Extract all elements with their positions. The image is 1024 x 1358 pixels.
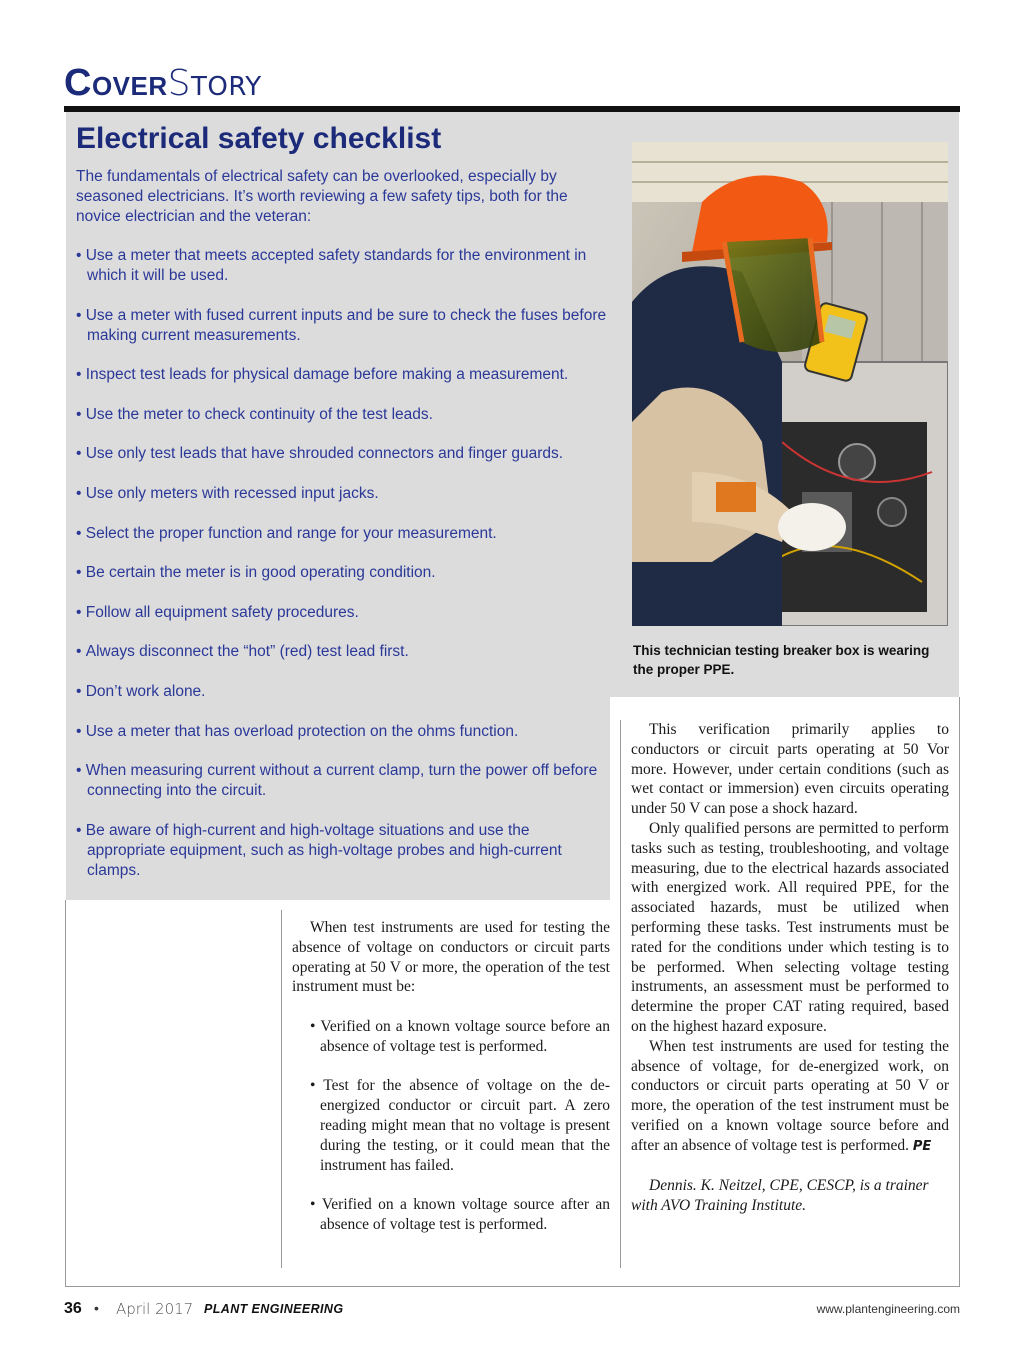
section-header: [64, 62, 262, 104]
checklist-item: • Use the meter to check continuity of the test leads.: [76, 405, 610, 425]
middle-bullets: [292, 1017, 610, 1235]
author-bio: Dennis. K. Neitzel, CPE, CESCP, is a trainer with AVO Training Institute.: [631, 1177, 929, 1215]
footer-separator: •: [94, 1300, 99, 1316]
checklist-item: • Be certain the meter is in good operating condition.: [76, 563, 610, 583]
cover-rest: OVER: [91, 71, 168, 101]
column-divider-right: [620, 720, 621, 1268]
magazine-name: PLANT ENGINEERING: [204, 1302, 344, 1316]
right-paragraph-3: [631, 1037, 949, 1157]
checklist-item: • Always disconnect the “hot” (red) test lead first.: [76, 642, 610, 662]
technician-illustration: [632, 142, 948, 626]
photo-caption: This technician testing breaker box is wearing the proper PPE.: [633, 643, 930, 677]
frame-line-left: [65, 900, 66, 1287]
checklist: [76, 246, 610, 900]
checklist-item: • Inspect test leads for physical damage before making a measurement.: [76, 365, 610, 385]
cover-initial: C: [64, 62, 92, 104]
right-paragraph-3-text: When test instruments are used for testing the absence of voltage, for de-energized work, on conductors or circuit parts operating at 50 V or more, the operation of the test instrument must be verified on a known voltage source before and after an absence of voltage test is performed.: [631, 1037, 949, 1154]
frame-line-bottom: [65, 1286, 960, 1287]
checklist-item: • Use a meter with fused current inputs and be sure to check the fuses before making current measurements.: [76, 306, 610, 346]
story-rest: TORY: [191, 72, 262, 102]
middle-bullet-item: • Test for the absence of voltage on the de-energized conductor or circuit part. A zero reading might mean that no voltage is present during the testing, or it could mean that the instrument has failed.: [292, 1076, 610, 1175]
middle-column: [292, 918, 610, 1255]
website-link[interactable]: www.plantengineering.com: [816, 1302, 960, 1316]
checklist-item: • Use a meter that meets accepted safety standards for the environment in which it will be used.: [76, 246, 610, 286]
checklist-item: • Select the proper function and range for your measurement.: [76, 524, 610, 544]
middle-bullet-item: • Verified on a known voltage source before an absence of voltage test is performed.: [292, 1017, 610, 1057]
middle-intro: When test instruments are used for testing the absence of voltage on conductors or circuit parts operating at 50 V or more, the operation of the test instrument must be:: [292, 919, 610, 996]
sidebar-intro: The fundamentals of electrical safety can be overlooked, especially by seasoned electricians. It’s worth reviewing a few safety tips, both for the novice electrician and the veteran:: [76, 168, 568, 225]
page-number: 36: [64, 1300, 82, 1317]
right-paragraph-1: This verification primarily applies to conductors or circuit parts operating at 50 Vor more. However, under certain conditions (such as wet contact or immersion) even circuits operating under 50 V can pose a shock hazard.: [631, 721, 949, 818]
technician-photo: [632, 142, 948, 626]
section-label-cover: [64, 62, 168, 104]
checklist-item: • Don’t work alone.: [76, 682, 610, 702]
pe-end-mark-icon: PE: [912, 1138, 932, 1154]
issue-date: April 2017: [116, 1300, 194, 1318]
column-divider-middle: [281, 910, 282, 1268]
checklist-item: • Use only test leads that have shrouded connectors and finger guards.: [76, 444, 610, 464]
page-footer: [64, 1300, 960, 1322]
middle-bullet-item: • Verified on a known voltage source after an absence of voltage test is performed.: [292, 1195, 610, 1235]
right-paragraph-2: Only qualified persons are permitted to perform tasks such as testing, troubleshooting, and voltage measuring, due to the electrical hazards associated with energized work. All required PPE, for the associated hazards, must be utilized when performing these tasks. Test instruments must be rated for the conditions under which testing is to be performed. When selecting voltage testing instruments, an assessment must be performed to determine the proper CAT rating required, based on the highest hazard exposure.: [631, 819, 949, 1035]
checklist-item: • Be aware of high-current and high-voltage situations and use the appropriate equipment, such as high-voltage probes and high-current clamps.: [76, 821, 610, 881]
sidebar-title: Electrical safety checklist: [76, 122, 442, 155]
right-column: [631, 720, 949, 1216]
checklist-item: • Use a meter that has overload protection on the ohms function.: [76, 722, 610, 742]
checklist-item: • Follow all equipment safety procedures.: [76, 603, 610, 623]
checklist-item: • Use only meters with recessed input jacks.: [76, 484, 610, 504]
story-initial: S: [167, 63, 191, 104]
frame-line-right: [959, 697, 960, 1287]
checklist-item: • When measuring current without a current clamp, turn the power off before connecting into the circuit.: [76, 761, 610, 801]
section-label-story: [167, 63, 262, 104]
